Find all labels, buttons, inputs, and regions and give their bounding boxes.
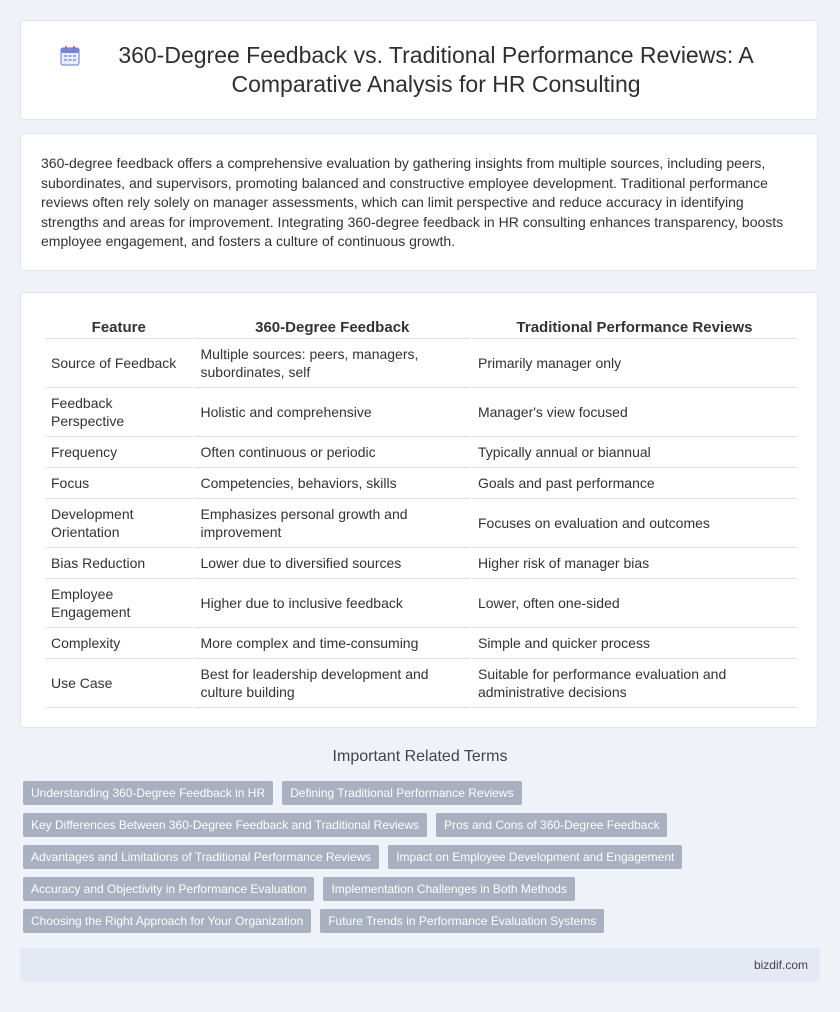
table-row: [45, 628, 797, 659]
footer: [20, 948, 820, 982]
related-term-link[interactable]: Understanding 360-Degree Feedback in HR: [23, 781, 273, 805]
table-cell: Primarily manager only: [472, 339, 797, 388]
page-title: 360-Degree Feedback vs. Traditional Performance Reviews: A Comparative Analysis for HR Consulting: [118, 42, 754, 97]
table-cell: More complex and time-consuming: [195, 628, 470, 659]
tag-row: [23, 909, 813, 933]
related-terms-heading: Important Related Terms: [332, 748, 508, 765]
table-cell: Employee Engagement: [45, 579, 193, 628]
related-term-link[interactable]: Future Trends in Performance Evaluation Systems: [320, 909, 604, 933]
related-term-link[interactable]: Implementation Challenges in Both Methods: [323, 877, 574, 901]
table-cell: Lower, often one-sided: [472, 579, 797, 628]
table-cell: Best for leadership development and culture building: [195, 659, 470, 708]
header-card: [20, 20, 818, 120]
table-cell: Development Orientation: [45, 499, 193, 548]
table-row: [45, 659, 797, 708]
table-cell: Lower due to diversified sources: [195, 548, 470, 579]
intro-card: [20, 133, 818, 271]
table-row: [45, 437, 797, 468]
footer-site-link[interactable]: bizdif.com: [753, 958, 808, 972]
table-row: [45, 468, 797, 499]
related-term-link[interactable]: Defining Traditional Performance Reviews: [282, 781, 521, 805]
table-row: [45, 388, 797, 437]
column-header-feature: Feature: [45, 315, 193, 339]
table-cell: Suitable for performance evaluation and administrative decisions: [472, 659, 797, 708]
table-cell: Multiple sources: peers, managers, subordinates, self: [195, 339, 470, 388]
table-cell: Source of Feedback: [45, 339, 193, 388]
related-terms-list: [23, 781, 813, 941]
tag-row: [23, 781, 813, 805]
tag-row: [23, 813, 813, 837]
related-term-link[interactable]: Accuracy and Objectivity in Performance Evaluation: [23, 877, 314, 901]
table-cell: Focus: [45, 468, 193, 499]
table-row: [45, 499, 797, 548]
related-term-link[interactable]: Pros and Cons of 360-Degree Feedback: [436, 813, 667, 837]
comparison-table: [43, 315, 799, 708]
table-cell: Competencies, behaviors, skills: [195, 468, 470, 499]
related-term-link[interactable]: Impact on Employee Development and Engagement: [388, 845, 682, 869]
table-row: [45, 548, 797, 579]
table-cell: Feedback Perspective: [45, 388, 193, 437]
table-cell: Use Case: [45, 659, 193, 708]
table-cell: Bias Reduction: [45, 548, 193, 579]
table-cell: Focuses on evaluation and outcomes: [472, 499, 797, 548]
tag-row: [23, 877, 813, 901]
calendar-icon: [59, 45, 81, 67]
related-term-link[interactable]: Choosing the Right Approach for Your Organization: [23, 909, 311, 933]
table-cell: Frequency: [45, 437, 193, 468]
table-cell: Higher risk of manager bias: [472, 548, 797, 579]
table-cell: Often continuous or periodic: [195, 437, 470, 468]
table-cell: Higher due to inclusive feedback: [195, 579, 470, 628]
related-term-link[interactable]: Advantages and Limitations of Traditional Performance Reviews: [23, 845, 379, 869]
table-cell: Manager's view focused: [472, 388, 797, 437]
table-cell: Goals and past performance: [472, 468, 797, 499]
table-cell: Holistic and comprehensive: [195, 388, 470, 437]
table-cell: Complexity: [45, 628, 193, 659]
table-row: [45, 579, 797, 628]
table-row: [45, 339, 797, 388]
table-header-row: [45, 315, 797, 339]
intro-paragraph: 360-degree feedback offers a comprehensive evaluation by gathering insights from multiple sources, including peers, subordinates, and supervisors, promoting balanced and constructive employee development. Traditional performance reviews often rely solely on manager assessments, which can limit perspective and reduce accuracy in identifying strengths and areas for improvement. Integrating 360-degree feedback in HR consulting enhances transparency, boosts employee engagement, and fosters a culture of continuous growth.: [41, 155, 784, 249]
table-cell: Simple and quicker process: [472, 628, 797, 659]
comparison-table-card: [20, 292, 818, 728]
column-header-360: 360-Degree Feedback: [195, 315, 470, 339]
table-cell: Typically annual or biannual: [472, 437, 797, 468]
tag-row: [23, 845, 813, 869]
related-term-link[interactable]: Key Differences Between 360-Degree Feedback and Traditional Reviews: [23, 813, 427, 837]
table-cell: Emphasizes personal growth and improvement: [195, 499, 470, 548]
column-header-traditional: Traditional Performance Reviews: [472, 315, 797, 339]
